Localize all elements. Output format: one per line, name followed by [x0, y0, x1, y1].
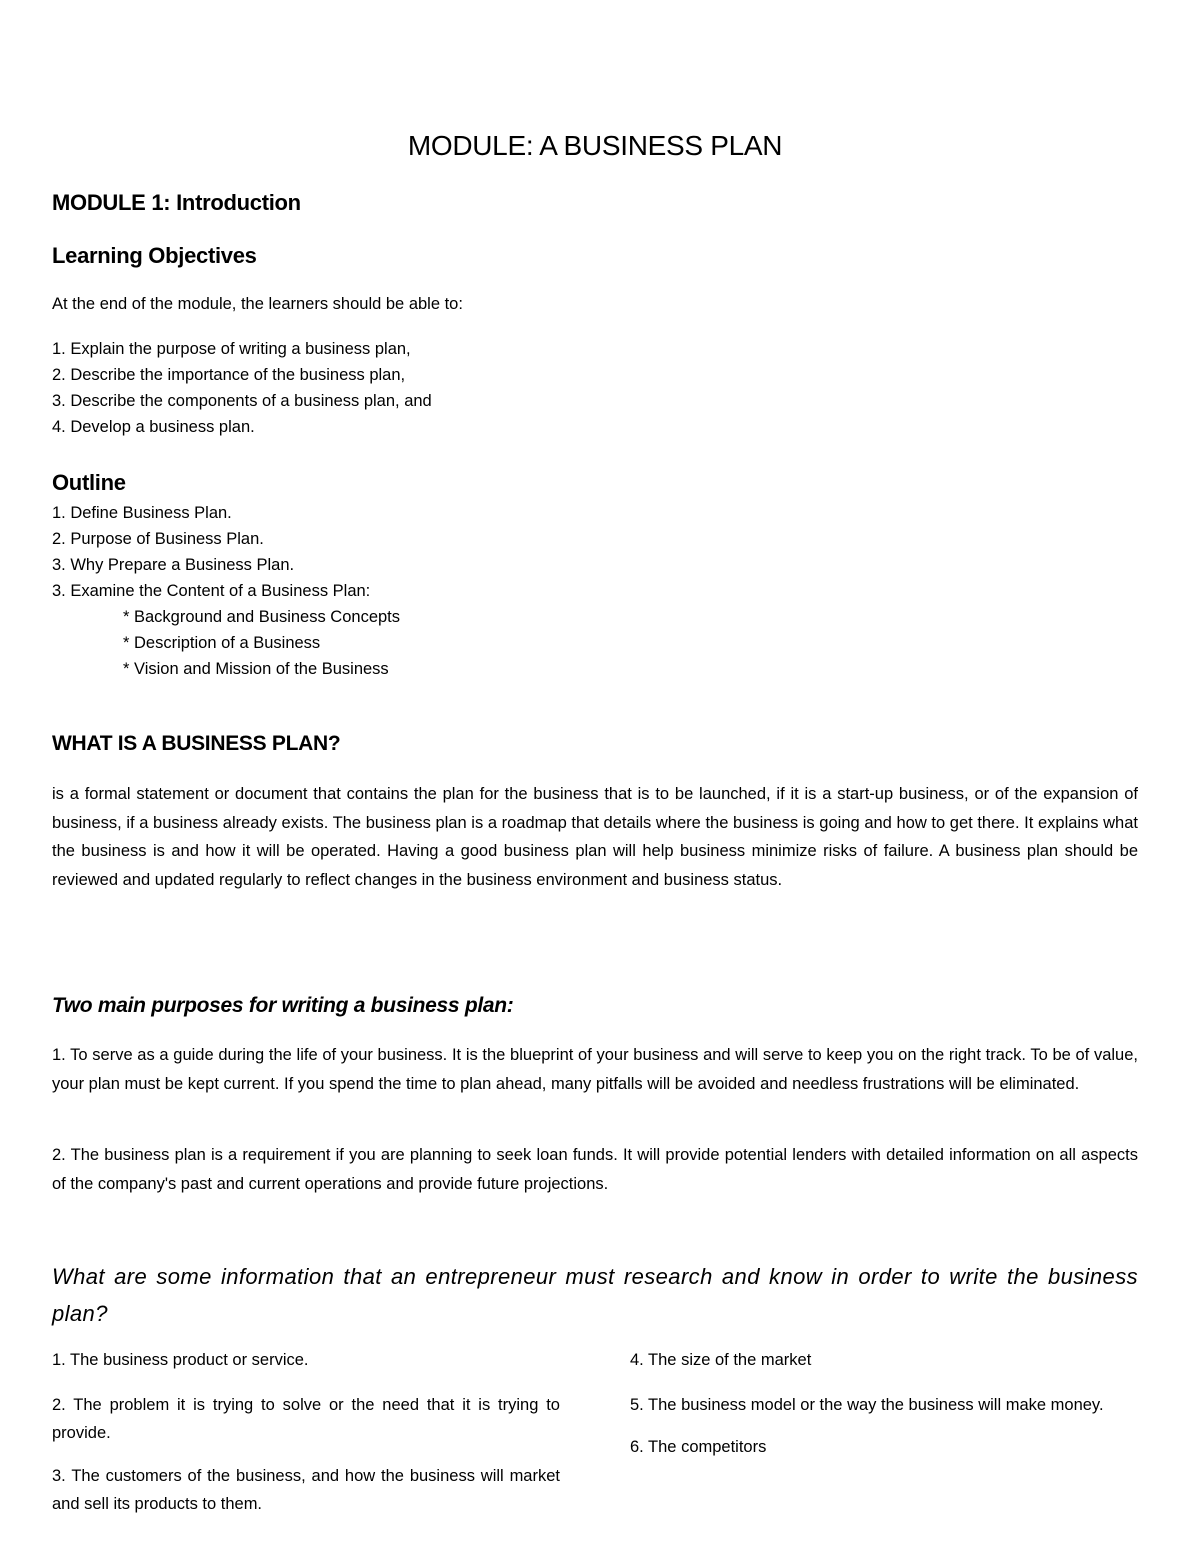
outline-subitem: * Background and Business Concepts	[123, 608, 401, 626]
research-item: 5. The business model or the way the business will make money.	[630, 1395, 1104, 1414]
objective-item: 4. Develop a business plan.	[52, 418, 255, 436]
objectives-heading: Learning Objectives	[52, 243, 257, 268]
research-question: What are some information that an entrepreneur must research and know in order to write the business plan?	[52, 1264, 1138, 1326]
outline-item: 2. Purpose of Business Plan.	[52, 530, 264, 548]
what-body: is a formal statement or document that contains the plan for the business that is to be launched, if it is a start-up business, or of the expansion of business, if a business already exists. The business plan is a roadmap that details where the business is going and how to get there. It explains what the business is and how it will be operated. Having a good business plan will help business minimize risks of failure. A business plan should be reviewed and updated regularly to reflect changes in the business environment and business status.	[52, 785, 1138, 889]
objective-item: 3. Describe the components of a business plan, and	[52, 392, 432, 410]
outline-subitem: * Description of a Business	[123, 634, 321, 652]
objectives-list	[52, 336, 432, 440]
module-heading: MODULE 1: Introduction	[52, 190, 301, 215]
purpose-item-2: 2. The business plan is a requirement if you are planning to seek loan funds. It will provide potential lenders with detailed information on all aspects of the company's past and current operations and provide future projections.	[52, 1146, 1138, 1193]
objective-item: 2. Describe the importance of the business plan,	[52, 366, 406, 384]
outline-subitem: * Vision and Mission of the Business	[123, 660, 389, 678]
outline-item: 3. Why Prepare a Business Plan.	[52, 556, 295, 574]
what-heading: WHAT IS A BUSINESS PLAN?	[52, 732, 341, 755]
research-item: 4. The size of the market	[630, 1351, 812, 1369]
page-title: MODULE: A BUSINESS PLAN	[407, 130, 783, 161]
objective-item: 1. Explain the purpose of writing a business plan,	[52, 340, 411, 358]
research-item: 1. The business product or service.	[52, 1351, 309, 1369]
research-list-left	[52, 1346, 560, 1519]
research-item: 2. The problem it is trying to solve or the need that it is trying to provide.	[52, 1395, 560, 1442]
outline-item: 3. Examine the Content of a Business Plan:	[52, 582, 371, 600]
research-list-right	[630, 1346, 1138, 1462]
outline-list	[52, 500, 400, 682]
objectives-intro: At the end of the module, the learners should be able to:	[52, 295, 463, 313]
outline-item: 1. Define Business Plan.	[52, 504, 232, 522]
research-item: 3. The customers of the business, and how the business will market and sell its products to them.	[52, 1466, 560, 1513]
purpose-item-1: 1. To serve as a guide during the life of your business. It is the blueprint of your business and will serve to keep you on the right track. To be of value, your plan must be kept current. If you spend the time to plan ahead, many pitfalls will be avoided and needless frustrations will be eliminated.	[52, 1046, 1138, 1093]
research-item: 6. The competitors	[630, 1438, 767, 1456]
purposes-heading: Two main purposes for writing a business plan:	[52, 994, 514, 1017]
outline-heading: Outline	[52, 470, 126, 495]
